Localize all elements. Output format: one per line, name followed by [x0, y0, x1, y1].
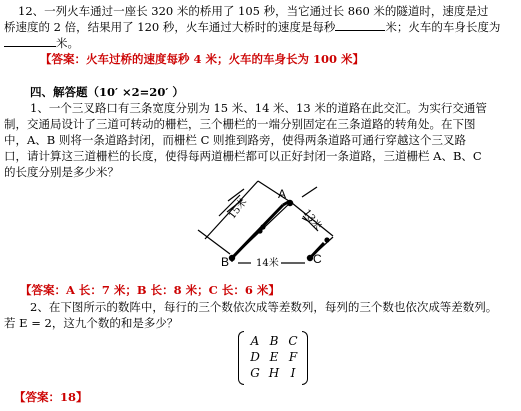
matrix-cell: H: [268, 366, 280, 380]
q2-line1: 2、在下图所示的数阵中，每行的三个数依次成等差数列，每列的三个数也依次成等差数列。: [30, 300, 498, 314]
label-b: B: [221, 255, 230, 269]
label-c: C: [313, 252, 322, 266]
matrix-cell: G: [250, 366, 260, 380]
q12-line2: [4, 20, 500, 34]
q12-blank-length: [4, 36, 56, 47]
q12-line1: 12、一列火车通过一座长 320 米的桥用了 105 秒，当它通过长 860 米的隧道时，速度是过: [18, 4, 489, 18]
label-15m: 15米: [226, 196, 250, 222]
matrix-row: [248, 349, 300, 365]
q1-line1: 1、一个三叉路口有三条宽度分别为 15 米、14 米、13 米的道路在此交汇。为实行交通管: [30, 101, 487, 115]
label-14m: 14米: [256, 258, 279, 269]
label-13m: 13米: [300, 207, 324, 233]
q1-line2: 制，交通局设计了三道可转动的栅栏，三个栅栏的一端分别固定在三条道路的转角处。在下图: [4, 117, 476, 131]
matrix-right-bracket: [302, 331, 308, 385]
q2-line2: 若 E = 2，这九个数的和是多少？: [4, 316, 179, 330]
q1-line3: 中，A、B 则将一条道路封闭，而栅栏 C 则推到路旁，使得两条道路可通行穿越这个三叉路: [4, 133, 467, 147]
matrix-left-bracket: [238, 331, 244, 385]
q2-answer: 【答案：18】: [14, 390, 88, 404]
matrix-row: [248, 365, 300, 381]
label-a: A: [278, 187, 287, 201]
matrix-cell: B: [269, 334, 279, 348]
q1-answer: 【答案：A 长：7 米；B 长：8 米；C 长：6 米】: [20, 283, 280, 297]
q12-line3-text: 米。: [56, 36, 79, 50]
q12-answer: 【答案：火车过桥的速度每秒 4 米；火车的车身长为 100 米】: [40, 52, 365, 66]
q1-line5: 的长度分别是多少米？: [4, 165, 119, 179]
q12-line2-b: 米；火车的车身长度为: [385, 20, 501, 34]
q12-blank-speed: [335, 20, 385, 31]
q1-line4: 口，请计算这三道栅栏的长度，使得每两道栅栏都可以正好封闭一条道路，三道栅栏 A、B、C: [4, 149, 482, 163]
section4-title: 四、解答题（10′ ×2=20′ ）: [30, 85, 184, 99]
matrix-cell: C: [288, 334, 298, 348]
matrix-cell: E: [269, 350, 279, 364]
matrix-cell: F: [288, 350, 298, 364]
matrix-cell: I: [290, 366, 296, 380]
q12-line3: [4, 36, 79, 50]
matrix-row: [248, 333, 300, 349]
matrix-cell: A: [250, 334, 260, 348]
matrix-cell: D: [250, 350, 260, 364]
number-matrix: [238, 331, 308, 383]
q12-line2-a: 桥速度的 2 倍，结果用了 120 秒，火车通过大桥时的速度是每秒: [4, 20, 336, 34]
